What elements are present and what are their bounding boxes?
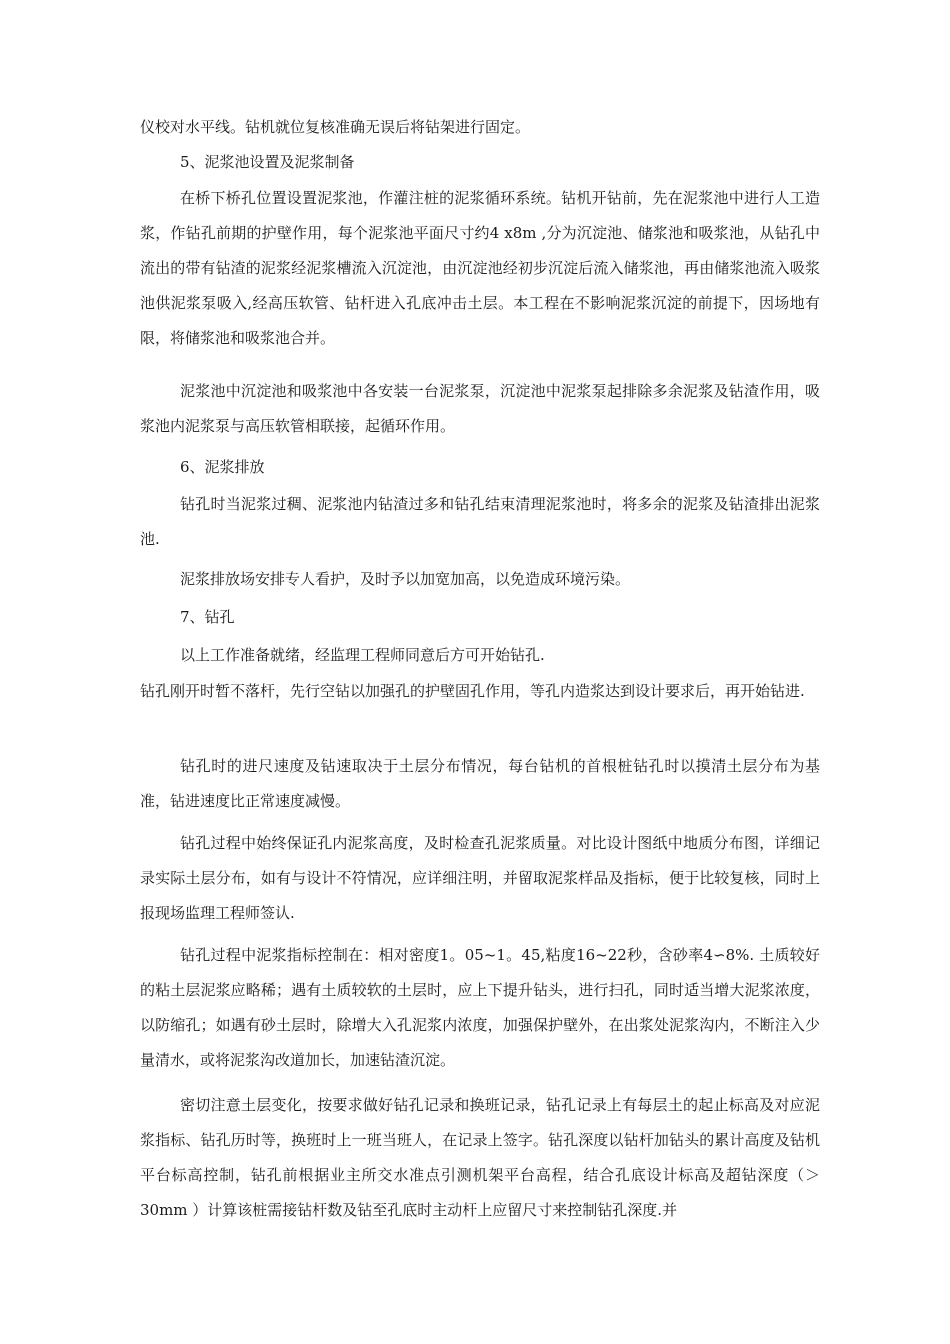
paragraph-mud-pumps: 泥浆池中沉淀池和吸浆池中各安装一台泥浆泵，沉淀池中泥浆泵起排除多余泥浆及钻渣作用，吸浆池内泥浆泵与高压软管相联接，起循环作用。 [140, 382, 820, 435]
paragraph-soil-changes: 密切注意土层变化，按要求做好钻孔记录和换班记录，钻孔记录上有每层土的起止标高及对应泥浆指标、钻孔历时等，换班时上一班当班人，在记录上签字。钻孔深度以钻杆加钻头的累计高度及钻机平台标高控制，钻孔前根据业主所交水准点引测机架平台高程，结合孔底设计标高及超钻深度（＞30mm ）计算该桩需接钻杆数及钻至孔底时主动杆上应留尺寸来控制钻孔深度.并 [140, 1096, 820, 1219]
paragraph-continuation: 仪校对水平线。钻机就位复核准确无误后将钻架进行固定。 [140, 118, 531, 136]
paragraph-mud-indicators: 钻孔过程中泥浆指标控制在：相对密度1。05~1。45,粘度16~22秒，含砂率4∽8%. 土质较好的粘土层泥浆应略稀；遇有土质较软的土层时，应上下提升钻头，进行扫孔，同时适当增大泥浆浓度，以防缩孔；如遇有砂土层时，除增大入孔泥浆内浓度，加强保护壁外，在出浆处泥浆沟内，不断注入少量清水，或将泥浆沟改道加长，加速钻渣沉淀。 [140, 946, 820, 1069]
paragraph-drilling-approval: 以上工作准备就绪，经监理工程师同意后方可开始钻孔. [180, 646, 545, 664]
paragraph-drilling-start: 钻孔刚开时暂不落杆，先行空钻以加强孔的护壁固孔作用，等孔内造浆达到设计要求后，再开始钻进. [140, 682, 805, 700]
heading-mud-discharge: 6、泥浆排放 [180, 458, 265, 476]
paragraph-drilling-records: 钻孔过程中始终保证孔内泥浆高度，及时检查孔泥浆质量。对比设计图纸中地质分布图，详细记录实际土层分布，如有与设计不符情况，应详细注明，并留取泥浆样品及指标，便于比较复核，同时上报现场监理工程师签认. [140, 834, 820, 922]
paragraph-drilling-speed: 钻孔时的进尺速度及钻速取决于土层分布情况，每台钻机的首根桩钻孔时以摸清土层分布为基准，钻进速度比正常速度减慢。 [140, 757, 820, 810]
paragraph-mud-pool-description: 在桥下桥孔位置设置泥浆池，作灌注桩的泥浆循环系统。钻机开钻前，先在泥浆池中进行人工造浆，作钻孔前期的护壁作用，每个泥浆池平面尺寸约4 x8m ,分为沉淀池、储浆池和吸浆池，从钻孔中流出的带有钻渣的泥浆经泥浆槽流入沉淀池，由沉淀池经初步沉淀后流入储浆池，再由储浆池流入吸浆池供泥浆泵吸入,经高压软管、钻杆进入孔底冲击土层。本工程在不影响泥浆沉淀的前提下，因场地有限，将储浆池和吸浆池合并。 [140, 189, 820, 347]
paragraph-discharge-supervision: 泥浆排放场安排专人看护，及时予以加宽加高，以免造成环境污染。 [180, 570, 631, 588]
paragraph-mud-discharge: 钻孔时当泥浆过稠、泥浆池内钻渣过多和钻孔结束清理泥浆池时，将多余的泥浆及钻渣排出泥浆池. [140, 495, 820, 548]
heading-drilling: 7、钻孔 [180, 608, 235, 626]
heading-mud-pool-setup: 5、泥浆池设置及泥浆制备 [180, 153, 355, 171]
